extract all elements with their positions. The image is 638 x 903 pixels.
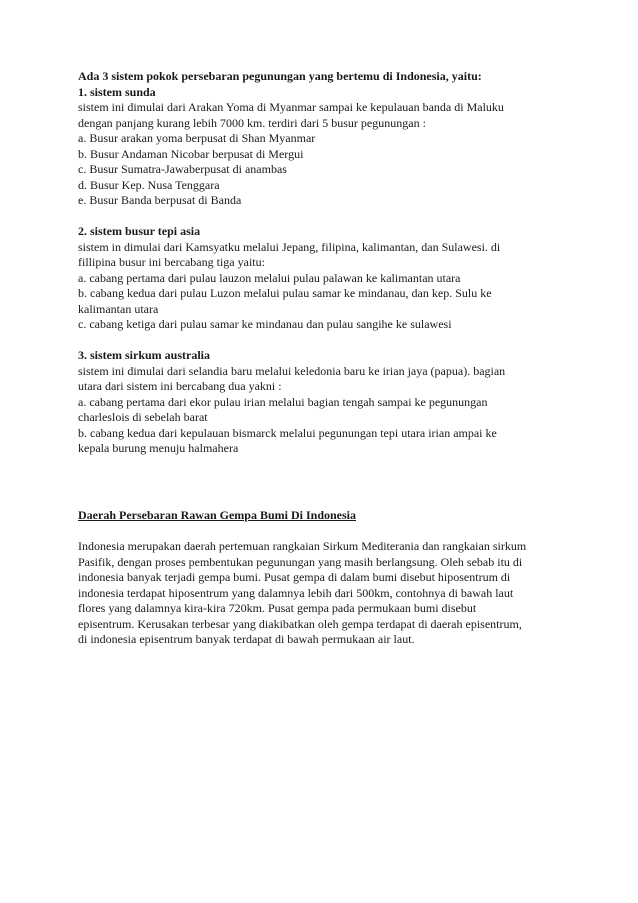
section-3-line: utara dari sistem ini bercabang dua yakni : (78, 379, 282, 393)
section-4-line: Indonesia merupakan daerah pertemuan rangkaian Sirkum Mediterania dan rangkaian sirkum (78, 539, 527, 553)
section-2-heading: 2. sistem busur tepi asia (78, 224, 201, 238)
section-3-line: a. cabang pertama dari ekor pulau irian melalui bagian tengah sampai ke pegunungan (78, 394, 488, 409)
spacer (78, 457, 578, 493)
section-2-line: sistem in dimulai dari Kamsyatku melalui Jepang, filipina, kalimantan, dan Sulawesi. di (78, 239, 501, 254)
section-2-line: fillipina busur ini bercabang tiga yaitu: (78, 255, 265, 269)
section-3-line: kepala burung menuju halmahera (78, 441, 239, 455)
section-1-line: b. Busur Andaman Nicobar berpusat di Mergui (78, 146, 304, 161)
section-4-line: di indonesia episentrum banyak terdapat di bawah permukaan air laut. (78, 632, 415, 646)
section-2-line: a. cabang pertama dari pulau lauzon melalui pulau palawan ke kalimantan utara (78, 270, 461, 285)
section-1-line: d. Busur Kep. Nusa Tenggara (78, 177, 220, 192)
section-1-line: c. Busur Sumatra-Jawaberpusat di anambas (78, 162, 287, 176)
section-1-line: a. Busur arakan yoma berpusat di Shan Myanmar (78, 131, 316, 145)
intro-heading: Ada 3 sistem pokok persebaran pegunungan yang bertemu di Indonesia, yaitu: (78, 69, 482, 83)
section-4-line: indonesia terdapat hiposentrum yang dalamnya lebih dari 500km, contohnya di bawah laut (78, 585, 514, 600)
spacer (78, 333, 578, 349)
section-2-line: c. cabang ketiga dari pulau samar ke mindanau dan pulau sangihe ke sulawesi (78, 317, 452, 331)
section-1-line: sistem ini dimulai dari Arakan Yoma di Myanmar sampai ke kepulauan banda di Maluku (78, 100, 504, 114)
section-1-line: dengan panjang kurang lebih 7000 km. terdiri dari 5 busur pegunungan : (78, 115, 426, 130)
spacer (78, 524, 578, 540)
section-1-heading: 1. sistem sunda (78, 84, 156, 99)
section-2-line: kalimantan utara (78, 301, 159, 316)
section-2-line: b. cabang kedua dari pulau Luzon melalui pulau samar ke mindanau, dan kep. Sulu ke (78, 286, 492, 300)
section-4-line: indonesia banyak terjadi gempa bumi. Pusat gempa di dalam bumi disebut hiposentrum di (78, 570, 511, 584)
section-3-line: sistem ini dimulai dari selandia baru melalui keledonia baru ke irian jaya (papua). bagian (78, 363, 506, 378)
spacer (78, 209, 578, 225)
section-3-heading: 3. sistem sirkum australia (78, 348, 210, 362)
section-4-heading: Daerah Persebaran Rawan Gempa Bumi Di Indonesia (78, 508, 357, 522)
section-4-line: flores yang dalamnya kira-kira 720km. Pusat gempa pada permukaan bumi disebut (78, 601, 477, 615)
section-4-line: episentrum. Kerusakan terbesar yang diakibatkan oleh gempa terdapat di daerah episentrum, (78, 616, 522, 631)
section-3-line: charleslois di sebelah barat (78, 410, 208, 424)
section-3-line: b. cabang kedua dari kepulauan bismarck melalui pegunungan tepi utara irian ampai ke (78, 425, 497, 440)
spacer (78, 493, 578, 509)
document-page (78, 69, 578, 648)
section-4-line: Pasifik, dengan proses pembentukan pegunungan yang masih berlangsung. Oleh sebab itu di (78, 554, 523, 569)
section-1-line: e. Busur Banda berpusat di Banda (78, 193, 242, 207)
